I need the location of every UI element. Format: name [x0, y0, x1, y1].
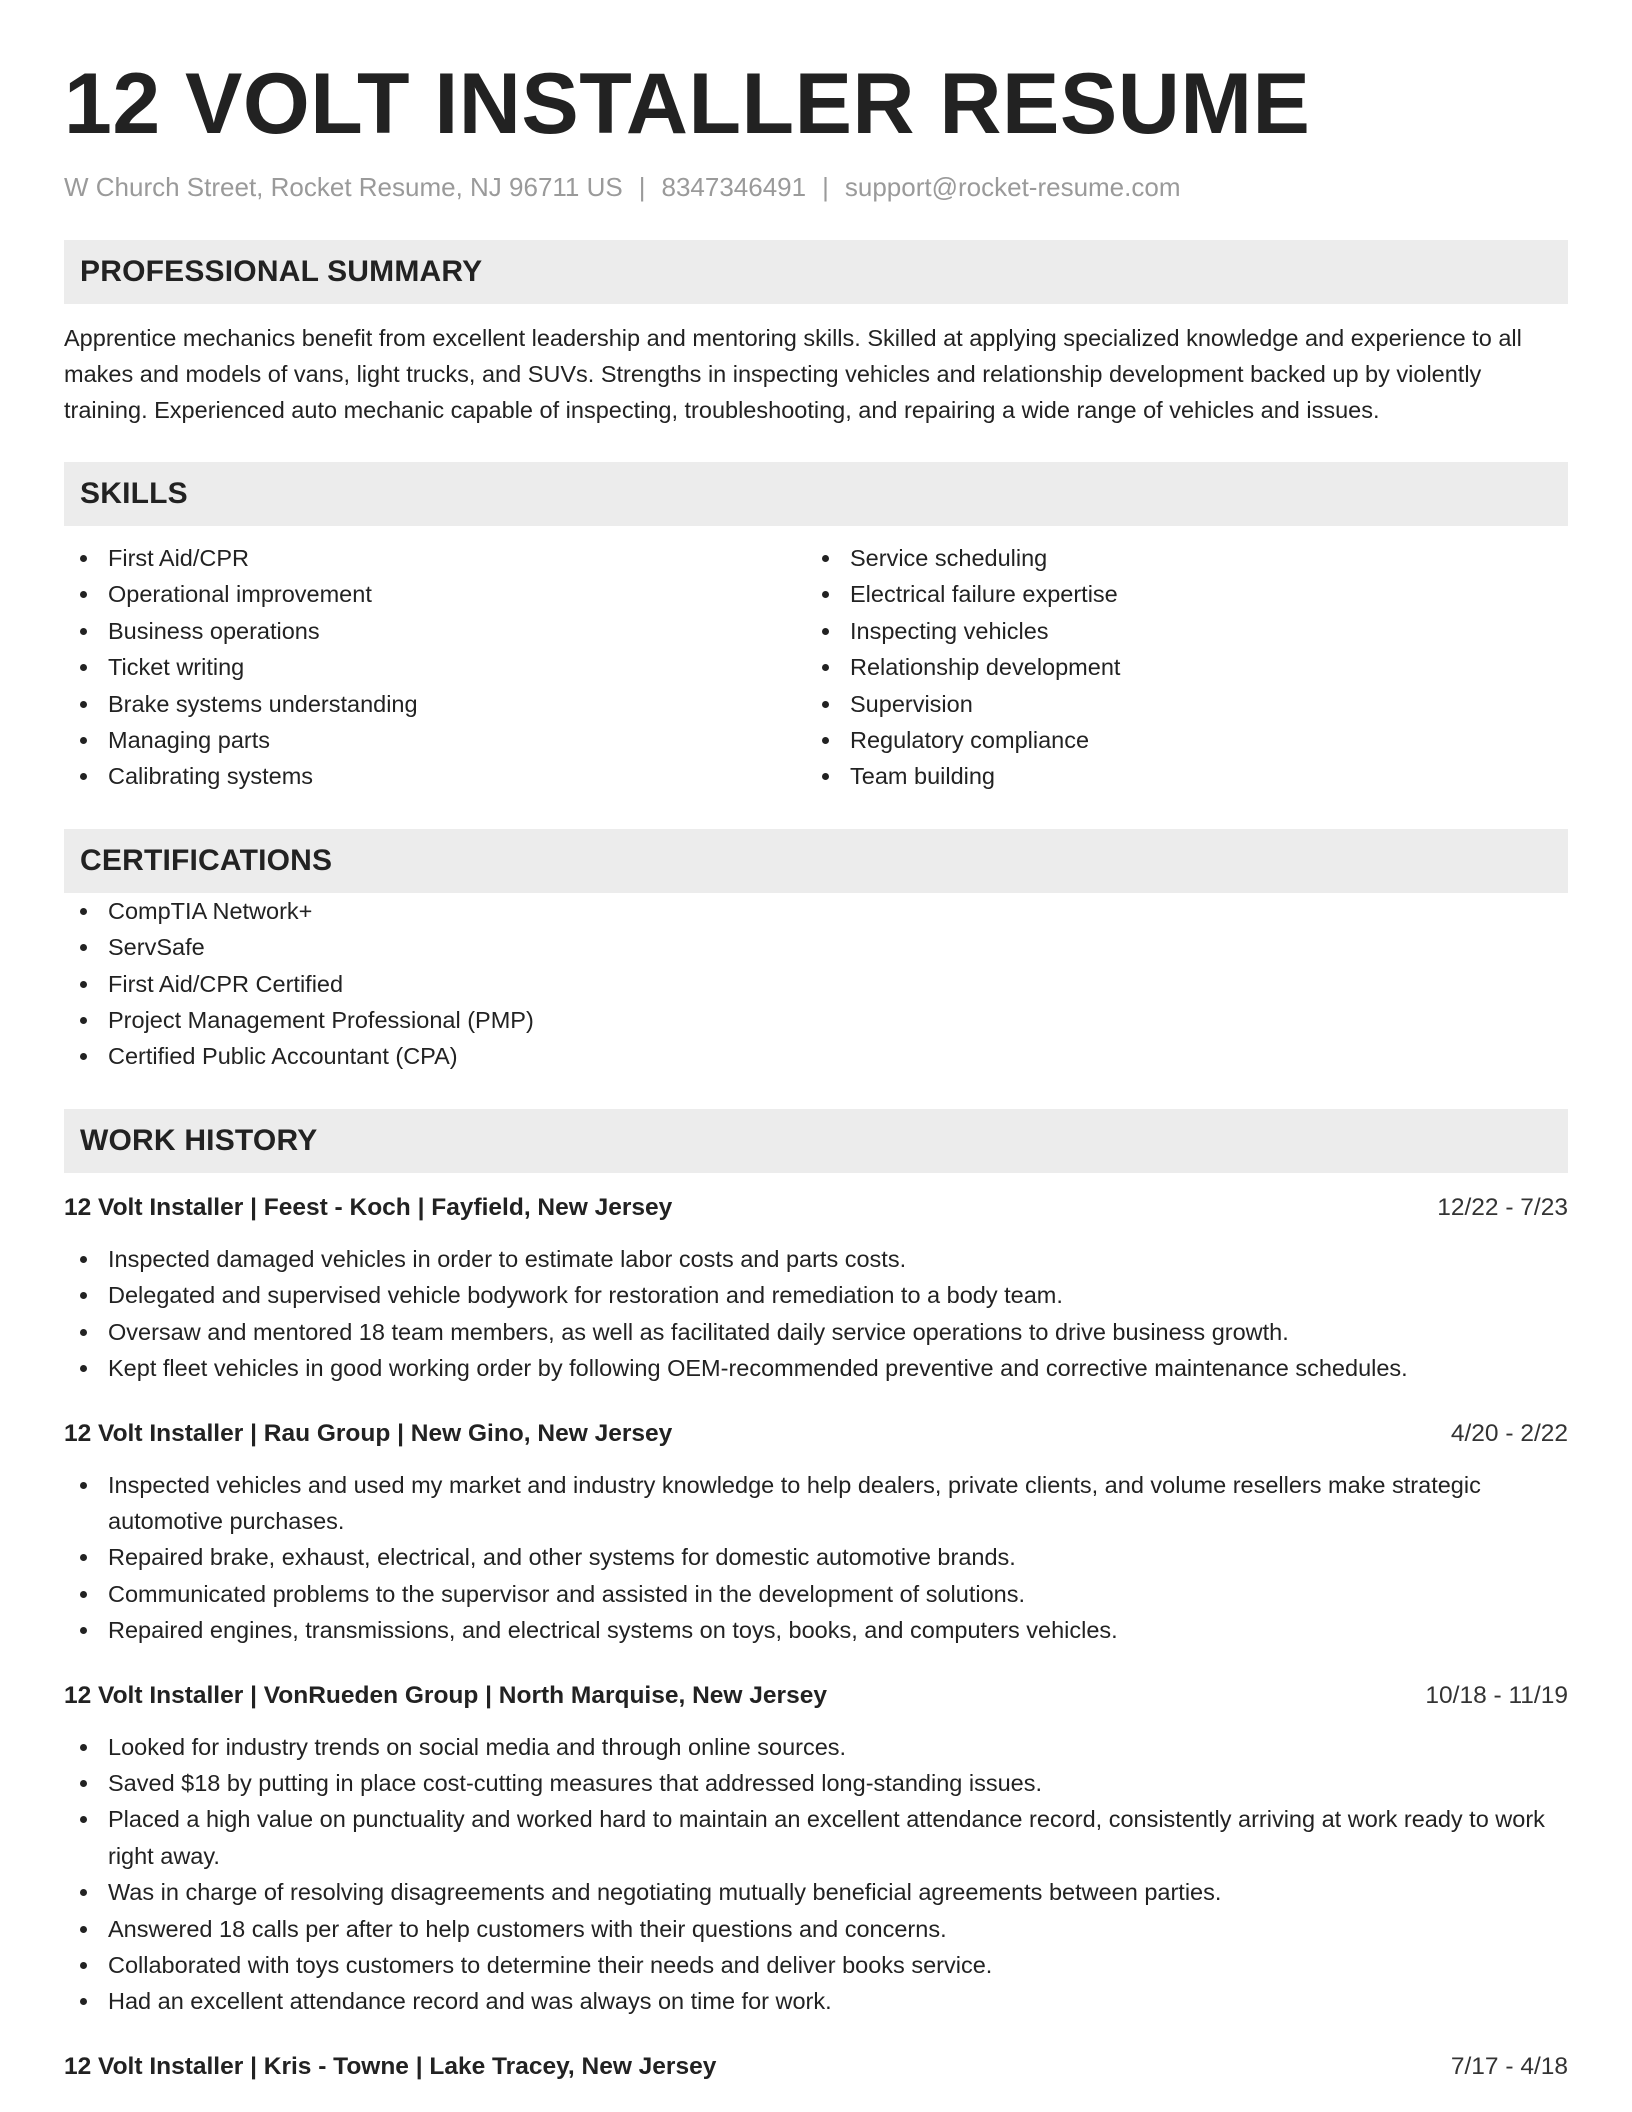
list-item: Inspected vehicles and used my market and industry knowledge to help dealers, private clients, and volume resellers make strategic automotive purchases.: [64, 1467, 1568, 1540]
list-item: Repaired engines, transmissions, and electrical systems on toys, books, and computers vehicles.: [64, 1612, 1568, 1648]
job-header: [64, 2050, 1568, 2084]
list-item: Certified Public Accountant (CPA): [64, 1038, 1568, 1074]
list-item: Communicated problems to the supervisor and assisted in the development of solutions.: [64, 1576, 1568, 1612]
list-item: Service scheduling: [806, 540, 1548, 576]
contact-phone: 8347346491: [661, 172, 807, 202]
job-header: [64, 1417, 1568, 1451]
list-item: CompTIA Network+: [64, 893, 1568, 929]
summary-section: [64, 240, 1568, 428]
job-header: [64, 1679, 1568, 1713]
job-title: 12 Volt Installer | Rau Group | New Gino, New Jersey: [64, 1419, 673, 1447]
section-heading: CERTIFICATIONS: [64, 829, 1568, 893]
skills-list-left: [64, 540, 806, 795]
list-item: ServSafe: [64, 929, 1568, 965]
list-item: Brake systems understanding: [64, 686, 806, 722]
list-item: Delegated and supervised vehicle bodywork for restoration and remediation to a body team.: [64, 1277, 1568, 1313]
job-title: 12 Volt Installer | VonRueden Group | North Marquise, New Jersey: [64, 1681, 827, 1709]
job-title: 12 Volt Installer | Kris - Towne | Lake Tracey, New Jersey: [64, 2052, 717, 2080]
job-entry: [64, 2050, 1568, 2084]
job-dates: 12/22 - 7/23: [1437, 1193, 1568, 1221]
skills-list-right: [806, 540, 1548, 795]
list-item: Electrical failure expertise: [806, 576, 1548, 612]
contact-separator: |: [822, 172, 829, 202]
job-entry: [64, 1679, 1568, 2020]
list-item: Looked for industry trends on social media and through online sources.: [64, 1729, 1568, 1765]
section-heading: SKILLS: [64, 462, 1568, 526]
list-item: Collaborated with toys customers to determine their needs and deliver books service.: [64, 1947, 1568, 1983]
job-title: 12 Volt Installer | Feest - Koch | Fayfield, New Jersey: [64, 1193, 673, 1221]
skills-columns: [64, 540, 1568, 795]
list-item: Inspecting vehicles: [806, 613, 1548, 649]
list-item: Project Management Professional (PMP): [64, 1002, 1568, 1038]
list-item: Operational improvement: [64, 576, 806, 612]
skills-section: [64, 462, 1568, 795]
list-item: Regulatory compliance: [806, 722, 1548, 758]
job-entry: [64, 1417, 1568, 1649]
list-item: Had an excellent attendance record and was always on time for work.: [64, 1983, 1568, 2019]
job-bullets: [64, 1467, 1568, 1649]
job-dates: 7/17 - 4/18: [1450, 2052, 1568, 2080]
list-item: First Aid/CPR Certified: [64, 966, 1568, 1002]
summary-text: Apprentice mechanics benefit from excellent leadership and mentoring skills. Skilled at applying specialized knowledge and experience to all makes and models of vans, light trucks, and SUVs. Strengths in inspecting vehicles and relationship development backed up by violently training. Experienced auto mechanic capable of inspecting, troubleshooting, and repairing a wide range of vehicles and issues.: [64, 325, 1522, 423]
page-title: 12 VOLT INSTALLER RESUME: [64, 56, 1311, 152]
list-item: Repaired brake, exhaust, electrical, and other systems for domestic automotive brands.: [64, 1539, 1568, 1575]
list-item: Ticket writing: [64, 649, 806, 685]
job-bullets: [64, 1729, 1568, 2020]
list-item: Supervision: [806, 686, 1548, 722]
contact-separator: |: [638, 172, 646, 202]
certifications-section: [64, 829, 1568, 1075]
list-item: Team building: [806, 758, 1548, 794]
list-item: Relationship development: [806, 649, 1548, 685]
list-item: Answered 18 calls per after to help customers with their questions and concerns.: [64, 1911, 1568, 1947]
section-heading: PROFESSIONAL SUMMARY: [64, 240, 1568, 304]
work-history-section: [64, 1109, 1568, 2084]
list-item: Kept fleet vehicles in good working order by following OEM-recommended preventive and corrective maintenance schedules.: [64, 1350, 1568, 1386]
list-item: Calibrating systems: [64, 758, 806, 794]
job-dates: 10/18 - 11/19: [1425, 1681, 1568, 1709]
certifications-list: [64, 893, 1568, 1075]
list-item: Business operations: [64, 613, 806, 649]
job-dates: 4/20 - 2/22: [1450, 1419, 1568, 1447]
list-item: Was in charge of resolving disagreements and negotiating mutually beneficial agreements between parties.: [64, 1874, 1568, 1910]
contact-email: support@rocket-resume.com: [844, 172, 1181, 202]
list-item: Saved $18 by putting in place cost-cutting measures that addressed long-standing issues.: [64, 1765, 1568, 1801]
resume-page: [64, 0, 1568, 2084]
list-item: Inspected damaged vehicles in order to estimate labor costs and parts costs.: [64, 1241, 1568, 1277]
list-item: First Aid/CPR: [64, 540, 806, 576]
job-entry: [64, 1191, 1568, 1387]
contact-line: [64, 170, 1568, 204]
list-item: Placed a high value on punctuality and worked hard to maintain an excellent attendance record, consistently arriving at work ready to work right away.: [64, 1801, 1568, 1874]
job-header: [64, 1191, 1568, 1225]
job-bullets: [64, 1241, 1568, 1387]
section-heading: WORK HISTORY: [64, 1109, 1568, 1173]
contact-address: W Church Street, Rocket Resume, NJ 96711 US: [64, 172, 623, 202]
list-item: Managing parts: [64, 722, 806, 758]
list-item: Oversaw and mentored 18 team members, as well as facilitated daily service operations to drive business growth.: [64, 1314, 1568, 1350]
